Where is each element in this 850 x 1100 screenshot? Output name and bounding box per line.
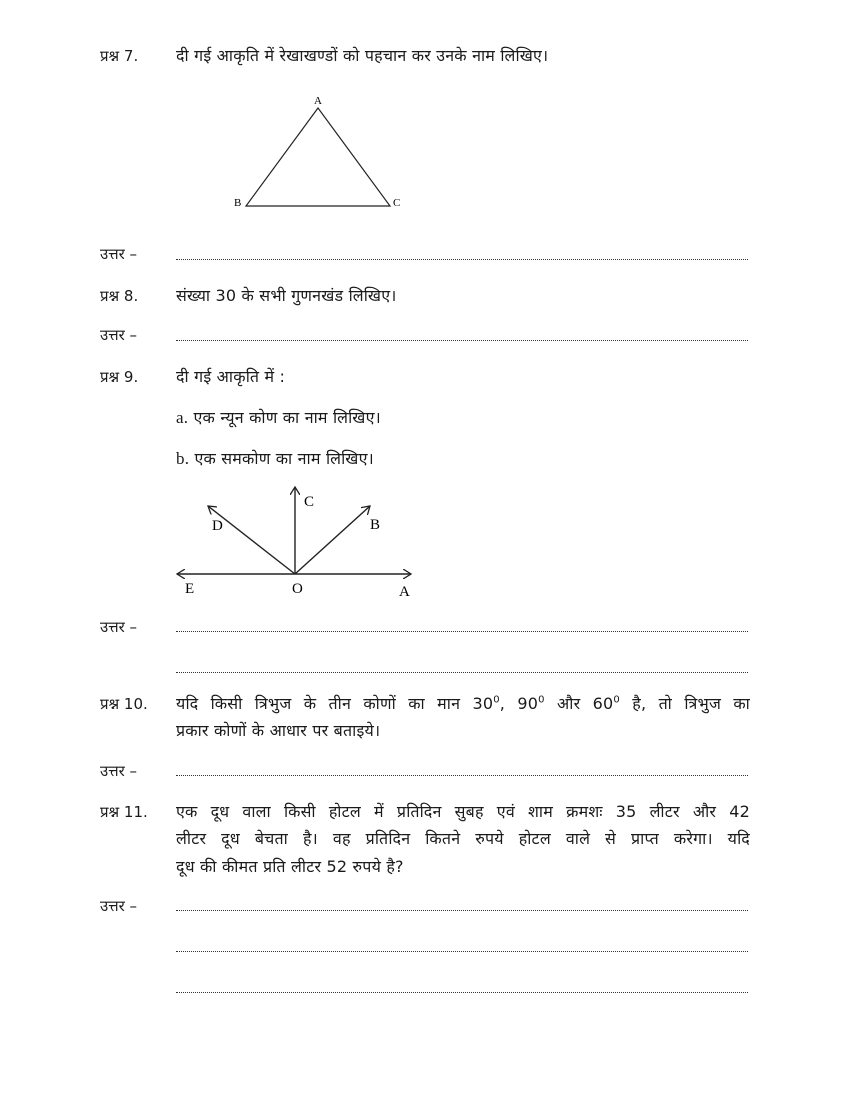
ray-od bbox=[208, 506, 295, 574]
ray-label-d: D bbox=[212, 518, 223, 534]
q11-answer-line-2[interactable] bbox=[176, 951, 748, 952]
q9-answer-label: उत्तर – bbox=[100, 618, 137, 636]
q9-angles-figure bbox=[170, 480, 430, 605]
q10-text-part-2: , 90 bbox=[499, 694, 539, 713]
q11-line-1: एक दूध वाला किसी होटल में प्रतिदिन सुबह एवं शाम क्रमशः 35 लीटर और 42 bbox=[176, 802, 750, 821]
q10-answer-label: उत्तर – bbox=[100, 762, 137, 780]
ray-label-e: E bbox=[185, 581, 195, 597]
q11-answer-line-1[interactable] bbox=[176, 910, 748, 911]
q7-text: दी गई आकृति में रेखाखण्डों को पहचान कर उनके नाम लिखिए। bbox=[176, 46, 549, 65]
q11-label: प्रश्न 11. bbox=[100, 803, 148, 821]
q10-text-part-4: है, तो त्रिभुज का bbox=[619, 694, 750, 713]
q11-line-3: दूध की कीमत प्रति लीटर 52 रुपये है? bbox=[176, 857, 404, 876]
q11-answer-label: उत्तर – bbox=[100, 897, 137, 915]
q10-answer-line[interactable] bbox=[176, 775, 748, 776]
degree-sup-2: 0 bbox=[538, 694, 545, 706]
ray-label-a: A bbox=[399, 584, 410, 600]
q10-line-2: प्रकार कोणों के आधार पर बताइये। bbox=[176, 721, 381, 740]
q10-text-part-1: यदि किसी त्रिभुज के तीन कोणों का मान 30 bbox=[176, 694, 494, 713]
degree-sup-1: 0 bbox=[493, 694, 500, 706]
triangle-abc bbox=[246, 108, 390, 206]
q8-answer-line[interactable] bbox=[176, 340, 748, 341]
q9-part-b bbox=[176, 447, 374, 469]
q10-label: प्रश्न 10. bbox=[100, 695, 148, 713]
q9-part-b-text: एक समकोण का नाम लिखिए। bbox=[194, 449, 374, 468]
ray-label-c: C bbox=[304, 494, 315, 510]
q9-answer-line-2[interactable] bbox=[176, 672, 748, 673]
q11-answer-line-3[interactable] bbox=[176, 992, 748, 993]
q9-part-b-marker: b. bbox=[176, 449, 190, 468]
q11-line-2: लीटर दूध बेचता है। वह प्रतिदिन कितने रुपये होटल वाले से प्राप्त करेगा। यदि bbox=[176, 829, 750, 848]
q10-text-part-3: और 60 bbox=[544, 694, 614, 713]
q7-answer-line[interactable] bbox=[176, 259, 748, 260]
q9-part-a bbox=[176, 406, 381, 428]
ray-label-b: B bbox=[370, 517, 381, 533]
q10-line-1 bbox=[176, 692, 750, 714]
q9-text: दी गई आकृति में : bbox=[176, 367, 286, 386]
q7-answer-label: उत्तर – bbox=[100, 245, 137, 263]
vertex-label-c: C bbox=[393, 197, 401, 209]
q8-answer-label: उत्तर – bbox=[100, 326, 137, 344]
q8-text: संख्या 30 के सभी गुणनखंड लिखिए। bbox=[176, 286, 397, 305]
q7-triangle-figure bbox=[226, 90, 416, 215]
q8-label: प्रश्न 8. bbox=[100, 287, 139, 305]
q9-part-a-text: एक न्यून कोण का नाम लिखिए। bbox=[193, 408, 381, 427]
q9-answer-line-1[interactable] bbox=[176, 631, 748, 632]
ray-ob bbox=[295, 506, 370, 574]
vertex-label-a: A bbox=[314, 95, 322, 107]
q7-label: प्रश्न 7. bbox=[100, 47, 139, 65]
q9-label: प्रश्न 9. bbox=[100, 368, 139, 386]
origin-label-o: O bbox=[292, 581, 303, 597]
q9-part-a-marker: a. bbox=[176, 408, 189, 427]
vertex-label-b: B bbox=[234, 197, 242, 209]
degree-sup-3: 0 bbox=[613, 694, 620, 706]
